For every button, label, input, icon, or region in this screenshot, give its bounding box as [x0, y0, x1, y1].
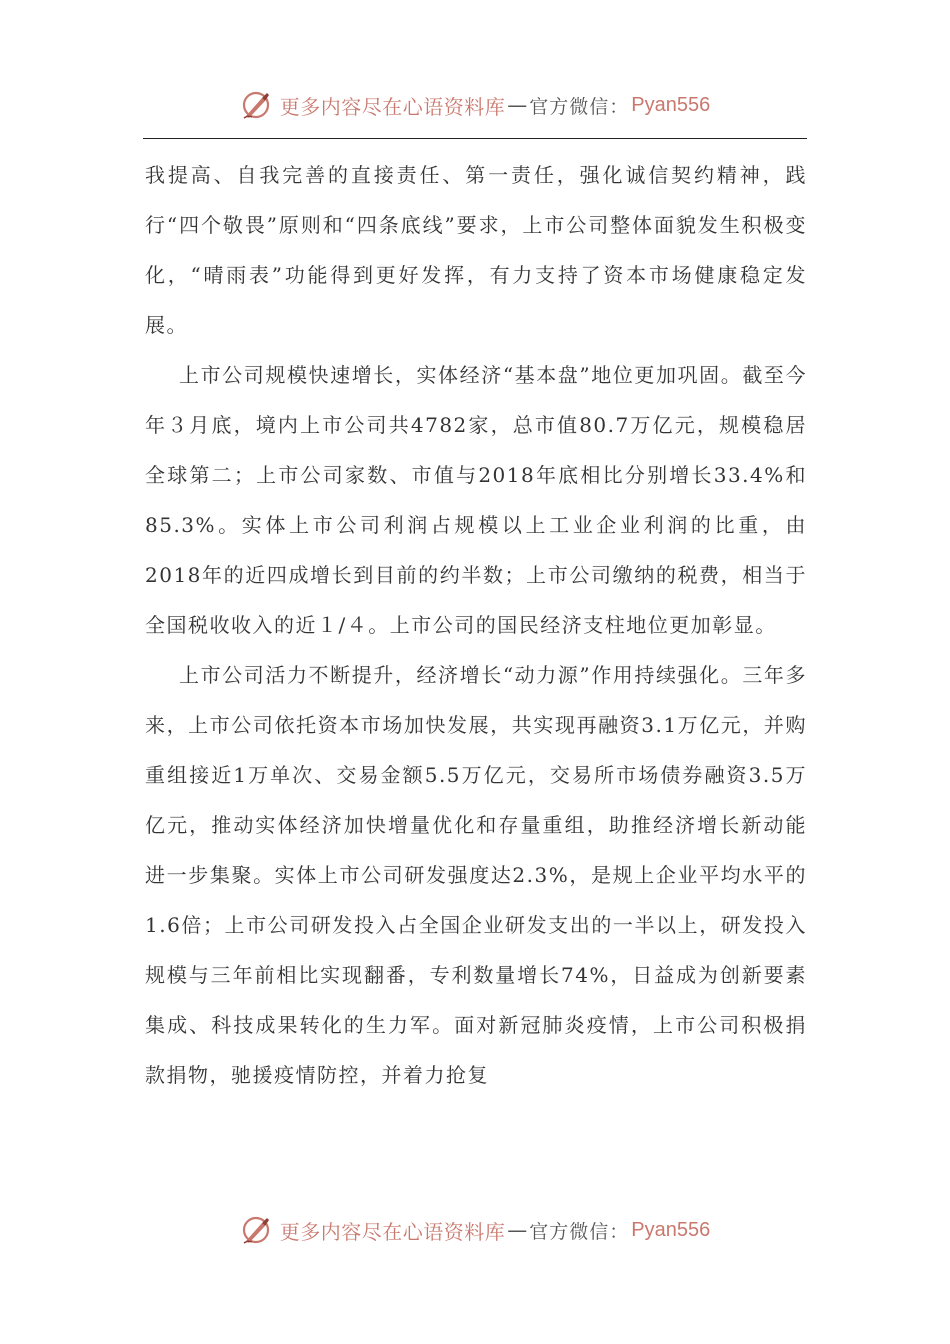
document-body: [145, 150, 807, 1100]
paragraph-1: 我提高、自我完善的直接责任、第一责任，强化诚信契约精神，践行“四个敬畏”原则和“四条底线”要求，上市公司整体面貌发生积极变化，“晴雨表”功能得到更好发挥，有力支持了资本市场健康稳定发展。: [145, 163, 807, 337]
header-wechat-label: 官方微信：: [529, 95, 630, 118]
pen-logo-icon: [240, 1214, 272, 1246]
header-site-text: 更多内容尽在心语资料库: [279, 94, 506, 119]
footer-banner: [0, 1205, 950, 1255]
pen-logo-icon: [240, 89, 272, 121]
footer-site-text: 更多内容尽在心语资料库: [279, 1219, 506, 1244]
header-divider: [143, 138, 807, 139]
footer-wechat-label: 官方微信：: [529, 1220, 630, 1243]
footer-dash: —: [507, 1218, 528, 1242]
header-dash: —: [507, 93, 528, 117]
footer-wechat-id: Pyan556: [631, 1218, 711, 1241]
paragraph-2: 上市公司规模快速增长，实体经济“基本盘”地位更加巩固。截至今年３月底，境内上市公司共4782家，总市值80.7万亿元，规模稳居全球第二；上市公司家数、市值与2018年底相比分别增长33.4%和85.3%。实体上市公司利润占规模以上工业企业利润的比重，由2018年的近四成增长到目前的约半数；上市公司缴纳的税费，相当于全国税收收入的近１/４。上市公司的国民经济支柱地位更加彰显。: [145, 363, 807, 637]
header-wechat-id: Pyan556: [631, 93, 711, 116]
paragraph-3: 上市公司活力不断提升，经济增长“动力源”作用持续强化。三年多来，上市公司依托资本市场加快发展，共实现再融资3.1万亿元，并购重组接近1万单次、交易金额5.5万亿元，交易所市场债券融资3.5万亿元，推动实体经济加快增量优化和存量重组，助推经济增长新动能进一步集聚。实体上市公司研发强度达2.3%，是规上企业平均水平的1.6倍；上市公司研发投入占全国企业研发支出的一半以上，研发投入规模与三年前相比实现翻番，专利数量增长74%，日益成为创新要素集成、科技成果转化的生力军。面对新冠肺炎疫情，上市公司积极捐款捐物，驰援疫情防控，并着力抢复: [145, 663, 807, 1087]
header-banner: [0, 80, 950, 130]
